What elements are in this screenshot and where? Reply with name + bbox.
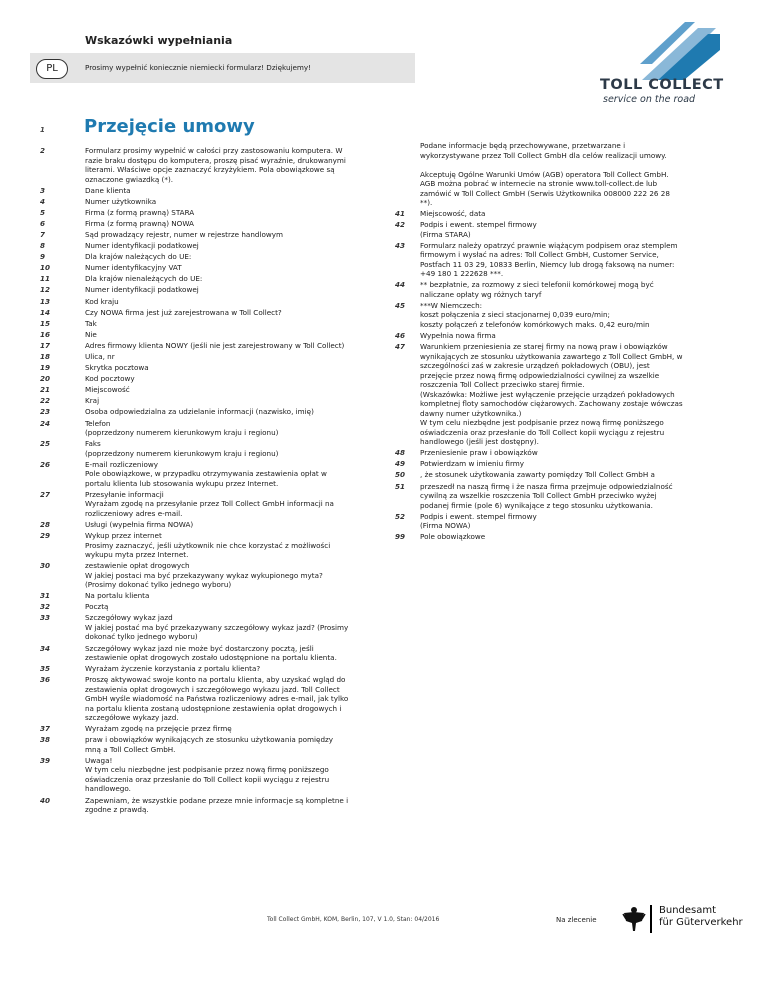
field-number: 21: [40, 385, 51, 395]
field-item: [40, 341, 375, 351]
instructions-heading: Wskazówki wypełniania: [85, 34, 233, 47]
field-item: [395, 220, 715, 239]
field-item: [40, 146, 375, 184]
field-description: Dla krajów należących do UE:: [85, 252, 192, 262]
logo-name: TOLL COLLECT: [600, 77, 724, 93]
field-item: [40, 274, 375, 284]
field-item: [395, 448, 715, 458]
field-description: Numer identyfikacyjny VAT: [85, 263, 182, 273]
field-description: E-mail rozliczeniowy Pole obowiązkowe, w przypadku otrzymywania zestawienia opłat w portalu klienta lub stosowania wykupu przez Internet.: [85, 459, 327, 488]
field-item: [40, 644, 375, 663]
field-description: Ulica, nr: [85, 352, 115, 361]
field-item: [395, 512, 715, 531]
field-description: Dane klienta: [85, 185, 131, 195]
field-number: 13: [40, 296, 51, 306]
field-description: , że stosunek użytkowania zawarty pomiędzy Toll Collect GmbH a: [420, 470, 655, 480]
field-item: [40, 297, 375, 307]
field-item: [40, 363, 375, 373]
left-column: [40, 146, 375, 816]
field-description: Skrytka pocztowa: [85, 363, 149, 373]
logo-tagline: service on the road: [603, 94, 696, 105]
field-item: [395, 301, 715, 330]
field-description: ***W Niemczech: koszt połączenia z sieci stacjonarnej 0,039 euro/min; koszty połączeń z telefonów komórkowych maks. 0,42 euro/min: [420, 300, 650, 329]
field-number: 46: [395, 331, 406, 341]
field-item: [395, 209, 715, 219]
field-item: [40, 352, 375, 362]
field-number: 8: [40, 241, 46, 251]
footer-info: Toll Collect GmbH, KOM, Berlin, 107, V 1.0, Stan: 04/2016: [267, 916, 440, 923]
field-item: [40, 252, 375, 262]
language-badge: PL: [36, 59, 68, 79]
agency-name: Bundesamt für Güterverkehr: [659, 905, 743, 928]
field-item: [40, 263, 375, 273]
field-item: [40, 561, 375, 590]
field-item: [395, 241, 715, 279]
field-number: 51: [395, 481, 406, 491]
field-item: [395, 280, 715, 299]
field-item: [395, 141, 715, 208]
field-description: Sąd prowadzący rejestr, numer w rejestrze handlowym: [85, 229, 283, 239]
field-item: [40, 285, 375, 295]
field-number: 17: [40, 340, 51, 350]
field-number: 26: [40, 459, 51, 469]
field-description: ** bezpłatnie, za rozmowy z sieci telefonii komórkowej mogą być naliczane opłaty wg różnych taryf: [420, 280, 654, 299]
field-description: Miejscowość: [85, 385, 130, 395]
field-number: 36: [40, 675, 51, 685]
field-item: [40, 308, 375, 318]
field-number: 18: [40, 352, 51, 361]
field-number: 24: [40, 418, 51, 428]
field-item: [40, 724, 375, 734]
field-item: [40, 756, 375, 794]
field-item: [395, 470, 715, 480]
field-item: [40, 796, 375, 815]
field-item: [40, 197, 375, 207]
field-item: [395, 459, 715, 469]
field-number: 10: [40, 263, 51, 273]
field-number: 32: [40, 602, 51, 612]
field-description: Usługi (wypełnia firma NOWA): [85, 519, 194, 529]
field-number: 40: [40, 795, 51, 805]
field-number: 23: [40, 407, 51, 417]
field-description: Podpis i ewent. stempel firmowy (Firma NOWA): [420, 511, 537, 531]
field-description: Numer identyfikacji podatkowej: [85, 285, 199, 295]
field-description: Miejscowość, data: [420, 209, 486, 219]
field-number: 15: [40, 318, 51, 328]
field-number: 31: [40, 591, 51, 601]
field-description: Numer użytkownika: [85, 196, 157, 206]
field-number: 5: [40, 207, 46, 217]
field-number: 34: [40, 643, 51, 653]
field-number: 49: [395, 459, 406, 469]
field-number: 6: [40, 218, 46, 228]
field-description: Potwierdzam w imieniu firmy: [420, 459, 525, 469]
field-number: 2: [40, 146, 46, 155]
field-item: [40, 385, 375, 395]
field-description: Zapewniam, że wszystkie podane przeze mnie informacje są kompletne i zgodne z prawdą.: [85, 795, 349, 815]
field-number: 27: [40, 489, 51, 499]
field-number: [395, 141, 420, 208]
field-item: [40, 675, 375, 723]
field-description: Telefon (poprzedzony numerem kierunkowym kraju i regionu): [85, 418, 279, 438]
right-column: [395, 141, 715, 543]
field-description: Przeniesienie praw i obowiązków: [420, 448, 538, 458]
field-number: 42: [395, 220, 406, 230]
field-number: 19: [40, 363, 51, 373]
field-item: [40, 186, 375, 196]
field-number: 14: [40, 307, 51, 317]
field-number: 52: [395, 511, 406, 521]
agency-divider: [650, 905, 652, 933]
field-description: Wyrażam zgodę na przejęcie przez firmę: [85, 724, 232, 734]
field-item: [40, 735, 375, 754]
field-item: [40, 319, 375, 329]
field-description: Podpis i ewent. stempel firmowy (Firma STARA): [420, 220, 537, 239]
field-item: [40, 613, 375, 642]
field-description: Kraj: [85, 396, 100, 406]
field-number: 99: [395, 532, 406, 542]
field-description: Kod pocztowy: [85, 374, 135, 384]
field-number: 11: [40, 274, 51, 284]
field-number: 48: [395, 448, 406, 458]
field-item: [40, 219, 375, 229]
field-number: 9: [40, 252, 46, 262]
on-behalf-label: Na zlecenie: [556, 916, 597, 924]
field-description: Warunkiem przeniesienia ze starej firmy na nową praw i obowiązków wynikających ze stosunku użytkowania zawartego z Toll Collect GmbH, w szczególności zaś w zakresie urządzeń pokładowych (OBU), jest przejęcie przez nową firmę odpowiedzialności cywilnej za wszelkie roszczenia Toll Collect przeciwko starej firmie. (Wskazówka: Możliwe jest wyłączenie przejęcie urządzeń pokładowych kompletnej floty samochodów ciężarowych. Zachowany zostaje wówczas dawny numer użytkownika.) W tym celu niezbędne jest podpisanie przez nową firmę poniższego oświadczenia oraz przesłanie do Toll Collect kopii wyciągu z rejestru handlowego (jeśli jest dostępny).: [420, 342, 683, 447]
field-description: Formularz prosimy wypełnić w całości przy zastosowaniu komputera. W razie braku dostępu do komputera, proszę pisać wyraźnie, drukowanymi literami. Właściwe opcje zaznaczyć krzyżykiem. Pola obowiązkowe są oznaczone gwiazdką (*).: [85, 146, 346, 184]
field-number: 12: [40, 285, 51, 295]
field-description: Kod kraju: [85, 296, 119, 306]
field-number: 29: [40, 531, 51, 541]
field-description: przeszedł na naszą firmę i że nasza firma przejmuje odpowiedzialność cywilną za wszelkie roszczenia Toll Collect GmbH przeciwko wyżej podanej firmie (pole 6) wynikające z tego stosunku użytkowania.: [420, 481, 673, 510]
field-item: [40, 520, 375, 530]
field-number: 38: [40, 735, 51, 745]
field-description: Podane informacje będą przechowywane, przetwarzane i wykorzystywane przez Toll Collect GmbH dla celów realizacji umowy. Akceptuję Ogólne Warunki Umów (AGB) operatora Toll Collect GmbH. AGB można pobrać w internecie na stronie www.toll-collect.de lub zamówić w Toll Collect GmbH (Serwis Użytkownika 008000 222 26 28 **).: [420, 141, 670, 207]
field-item: [40, 460, 375, 489]
field-item: [395, 482, 715, 511]
field-number: 35: [40, 664, 51, 674]
field-description: Uwaga! W tym celu niezbędne jest podpisanie przez nową firmę poniższego oświadczenia oraz przesłanie do Toll Collect kopii wyciągu z rejestru handlowego.: [85, 755, 330, 794]
field-description: Firma (z formą prawną) NOWA: [85, 218, 194, 228]
field-item: [40, 330, 375, 340]
field-item: [40, 591, 375, 601]
field-number: 41: [395, 209, 406, 219]
field-item: [40, 602, 375, 612]
field-description: Formularz należy opatrzyć prawnie wiążącym podpisem oraz stemplem firmowym i wysłać na adres: Toll Collect GmbH, Customer Service, Postfach 11 03 29, 10833 Berlin, Niemcy lub drogą faksową na numer: +49 180 1 222628 ***.: [420, 240, 678, 279]
field-number: 30: [40, 561, 51, 571]
field-item: [40, 490, 375, 519]
field-description: Szczegółowy wykaz jazd W jakiej postać ma być przekazywany szczegółowy wykaz jazd? (Prosimy dokonać tylko jednego wyboru): [85, 613, 349, 642]
field-item: [395, 532, 715, 542]
field-number: 28: [40, 519, 51, 529]
field-description: Wypełnia nowa firma: [420, 331, 496, 341]
field-item: [40, 230, 375, 240]
field-number: 7: [40, 229, 46, 239]
field-number: 4: [40, 196, 46, 206]
field-number: 20: [40, 374, 51, 384]
field-number: 37: [40, 724, 51, 734]
field-description: zestawienie opłat drogowych W jakiej postaci ma być przekazywany wykaz wykupionego myta? (Prosimy dokonać tylko jednego wyboru): [85, 561, 323, 590]
field-item: [40, 208, 375, 218]
field-description: Szczegółowy wykaz jazd nie może być dostarczony pocztą, jeśli zestawienie opłat drogowych zostało udostępnione na portalu klienta.: [85, 643, 337, 662]
field-item: [40, 439, 375, 458]
field-item: [40, 396, 375, 406]
field-description: Numer identyfikacji podatkowej: [85, 241, 199, 251]
field-item: [40, 407, 375, 417]
field-number: 22: [40, 396, 51, 406]
field-description: Wyrażam życzenie korzystania z portalu klienta?: [85, 664, 261, 674]
field-item: [395, 331, 715, 341]
field-number: 25: [40, 439, 51, 449]
field-number: 45: [395, 300, 406, 310]
field-description: Faks (poprzedzony numerem kierunkowym kraju i regionu): [85, 439, 279, 458]
field-item: [40, 531, 375, 560]
field-description: Nie: [85, 329, 97, 339]
field-number: 47: [395, 342, 406, 352]
field-description: Dla krajów nienależących do UE:: [85, 274, 203, 284]
page-title: Przejęcie umowy: [84, 116, 255, 137]
field-description: praw i obowiązków wynikających ze stosunku użytkowania pomiędzy mną a Toll Collect GmbH.: [85, 735, 334, 754]
intro-text: Prosimy wypełnić koniecznie niemiecki formularz! Dziękujemy!: [85, 63, 312, 72]
field-description: Na portalu klienta: [85, 591, 150, 601]
field-description: Czy NOWA firma jest już zarejestrowana w Toll Collect?: [85, 307, 282, 317]
federal-eagle-icon: [622, 905, 646, 933]
field-description: Przesyłanie informacji Wyrażam zgodę na przesyłanie przez Toll Collect GmbH informacji na rozliczeniowy adres e-mail.: [85, 489, 334, 518]
field-item: [40, 419, 375, 438]
field-description: Wykup przez internet Prosimy zaznaczyć, jeśli użytkownik nie chce korzystać z możliwości wykupu myta przez Internet.: [85, 531, 331, 560]
field-item: [40, 664, 375, 674]
field-description: Tak: [85, 318, 97, 328]
field-number: 16: [40, 329, 51, 339]
field-number: 44: [395, 280, 406, 290]
field-item: [395, 342, 715, 447]
field-number: 33: [40, 613, 51, 623]
field-number: 43: [395, 240, 406, 250]
title-number: 1: [40, 126, 45, 134]
field-number: 39: [40, 755, 51, 765]
field-item: [40, 241, 375, 251]
field-description: Pocztą: [85, 602, 109, 612]
field-description: Adres firmowy klienta NOWY (jeśli nie jest zarejestrowany w Toll Collect): [85, 340, 345, 350]
field-description: Firma (z formą prawną) STARA: [85, 207, 195, 217]
field-number: 3: [40, 185, 46, 195]
field-item: [40, 374, 375, 384]
field-description: Osoba odpowiedzialna za udzielanie informacji (nazwisko, imię): [85, 407, 314, 417]
field-description: Proszę aktywować swoje konto na portalu klienta, aby uzyskać wgląd do zestawienia opłat drogowych i szczegółowego wykazu jazd. Toll Collect GmbH wyśle wiadomość na Państwa rozliczeniowy adres e-mail, jak tylko na portalu klienta zostaną udostępnione zestawienia opłat drogowych i szczegółowe wykazy jazd.: [85, 675, 349, 723]
field-description: Pole obowiązkowe: [420, 532, 486, 542]
field-number: 50: [395, 470, 406, 480]
